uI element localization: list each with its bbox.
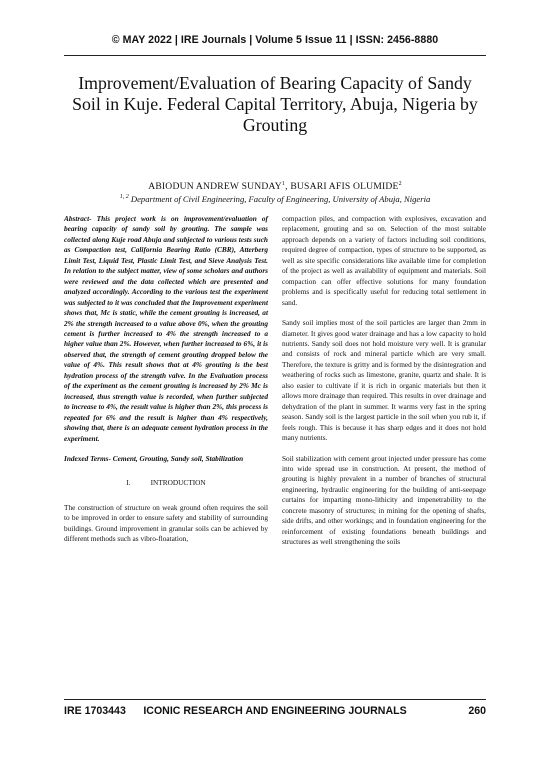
affiliation-text: Department of Civil Engineering, Faculty of Engineering, University of Abuja, Nigeria (130, 194, 431, 204)
footer-paper-id: IRE 1703443 (64, 705, 126, 717)
right-column (282, 214, 486, 548)
journal-header: © MAY 2022 | IRE Journals | Volume 5 Issue 11 | ISSN: 2456-8880 (111, 34, 439, 46)
footer-page-number: 260 (468, 705, 486, 717)
abstract (64, 214, 268, 444)
affiliation-superscript: 1, 2 (119, 194, 129, 201)
intro-paragraph: The construction of structure on weak ground often requires the soil to be improved in order to ensure safety and stability of surrounding buildings. Ground improvement in granular soils can be achieved by different methods such as vibro-floatation, (64, 502, 268, 544)
body-paragraph: compaction piles, and compaction with explosives, excavation and replacement, grouting and so on. Selection of the most suitable approach depends on a variety of factors including soil conditions, required degree of compaction, types of structure to be supported, as well as site specific considerations like available time for completion of the project as well as availability of equipment and materials. Soil compaction can offer effective solutions for many foundation problems and is specifically useful for reducing total settlement in sand. (282, 214, 486, 307)
header-divider (64, 55, 486, 56)
footer-journal-name: ICONIC RESEARCH AND ENGINEERING JOURNALS (143, 705, 407, 717)
author-name: BUSARI AFIS OLUMIDE (290, 181, 399, 192)
spacer (282, 308, 486, 318)
indexed-terms-text: Cement, Grouting, Sandy soil, Stabilization (110, 453, 244, 463)
section-heading (64, 478, 268, 488)
paper-title: Improvement/Evaluation of Bearing Capacity of Sandy Soil in Kuje. Federal Capital Territory, Abuja, Nigeria by Grouting (72, 73, 478, 135)
section-number: I. (126, 478, 131, 488)
affiliation-line (64, 194, 486, 204)
abstract-label: Abstract- (64, 214, 92, 223)
body-paragraph: Sandy soil implies most of the soil particles are larger than 2mm in diameter. It gives good water drainage and has a low capacity to hold nutrients. Sandy soil does not hold moisture very well. It is granular and consists of rock and mineral particle which are very small. Therefore, the texture is gritty and is formed by the disintegration and weathering of rocks such as limestone, granite, quartz and shale. It is also easier to cultivate if it is rich in organic materials but then it allows more drainage than required. This results in over drainage and dehydration of the plant in summer. It warms very fast in the spring season. Sandy soil is the largest particle in the soil when you rub it, if feels rough. This is because it has sharp edges and it does not hold many nutrients. (282, 318, 486, 443)
section-title: INTRODUCTION (150, 478, 206, 488)
spacer (64, 464, 268, 478)
left-column (64, 214, 268, 545)
indexed-terms (64, 454, 268, 464)
abstract-text: This project work is on improvement/evaluation of bearing capacity of sandy soil by grouting. The sample was collected along Kuje road Abuja and subjected to various tests such as Compaction test, California Bearing Ratio (CBR), Atterberg Limit Test, Liquid Test, Plastic Limit Test, and Sieve Analysis Test. In relation to the subject matter, view of some scholars and authors were reviewed and the data collected which are presented and analyzed accordingly. According to the various test the experiment was subjected to it was concluded that the Improvement experiment shows that, Mc is static, while the cement grouting is increased, at 2% the strength increased to a value above 0%, when the grouting cement is further increased to 4% the strength increased to a higher value than 2%. However, when further increased to 6%, it is observed that, the strength of cement grouting dropped below the value of 4%. This result shows that at 4% grouting is the best hydration process of the strength valve. In the Evaluation process of the experiment as the cement grouting is increased by 2% Mc is increased, thus strength value is recorded, when further subjected to increase to 4%, the result value is higher than 2%, this process is repeated for 6% and the result is higher than 4% respectively, showing that, there is an adequate cement hydration process in the experiment. (64, 214, 268, 443)
author-separator: , (285, 181, 291, 192)
indexed-terms-label: Indexed Terms- (64, 453, 111, 463)
author-name: ABIODUN ANDREW SUNDAY (148, 181, 282, 192)
footer-divider (64, 699, 486, 700)
spacer (64, 444, 268, 454)
body-paragraph: Soil stabilization with cement grout injected under pressure has come into wide spread use in construction. At present, the method of grouting is highly prevalent in a number of branches of structural engineering, hydraulic engineering for the building of anti-seepage curtains for imparting mono-lithicity and impenetrability to the concrete masonry of structures; in mining for the opening of shafts, side drifts, and other workings; and in foundation engineering for the reinforcement of existing foundations beneath buildings and structures as well strengthening the soils (282, 453, 486, 547)
author-line (64, 181, 486, 192)
spacer (64, 489, 268, 503)
author-superscript: 2 (398, 180, 402, 187)
spacer (282, 444, 486, 454)
author-superscript: 1 (281, 180, 286, 187)
